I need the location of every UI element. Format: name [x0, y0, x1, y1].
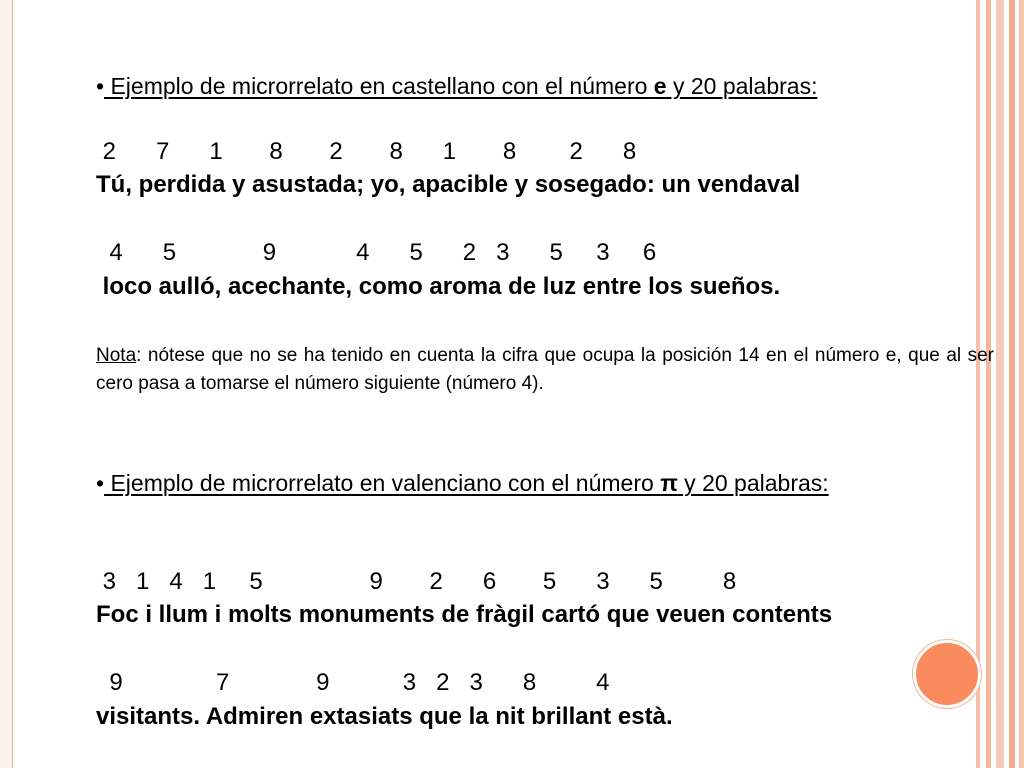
digits-row: 9 7 9 3 2 3 8 4: [96, 669, 610, 696]
note-text: : nótese que no se ha tenido en cuenta la cifra que ocupa la posición 14 en el número e, que al ser cero pasa a tomarse el número siguiente (número 4).: [96, 345, 994, 394]
bullet: •: [96, 73, 105, 99]
digits-row: 3 1 4 1 5 9 2 6 5 3 5 8: [96, 568, 737, 595]
bullet: •: [96, 470, 105, 496]
heading-text: Ejemplo de microrrelato en valenciano con el número π y 20 palabras:: [104, 470, 829, 496]
heading-text: Ejemplo de microrrelato en castellano con el número e y 20 palabras:: [104, 73, 818, 99]
section2-heading: [96, 468, 994, 498]
note-paragraph: [96, 342, 994, 398]
digits-row: 4 5 9 4 5 2 3 5 3 6: [96, 239, 657, 266]
sentence-row: loco aulló, acechante, como aroma de luz entre los sueños.: [96, 273, 781, 300]
left-border: [0, 0, 13, 768]
stripe: [1009, 0, 1015, 768]
stripe: [996, 0, 1004, 768]
decorative-circle: [913, 640, 981, 708]
section1-heading: [96, 72, 817, 100]
stripe: [1019, 0, 1024, 768]
sentence-row: Tú, perdida y asustada; yo, apacible y sosegado: un vendaval: [96, 171, 801, 198]
digits-row: 2 7 1 8 2 8 1 8 2 8: [96, 138, 637, 165]
sentence-row: Foc i llum i molts monuments de fràgil cartó que veuen contents: [96, 601, 833, 628]
note-label: Nota: [96, 345, 137, 366]
sentence-row: visitants. Admiren extasiats que la nit brillant està.: [96, 703, 673, 730]
